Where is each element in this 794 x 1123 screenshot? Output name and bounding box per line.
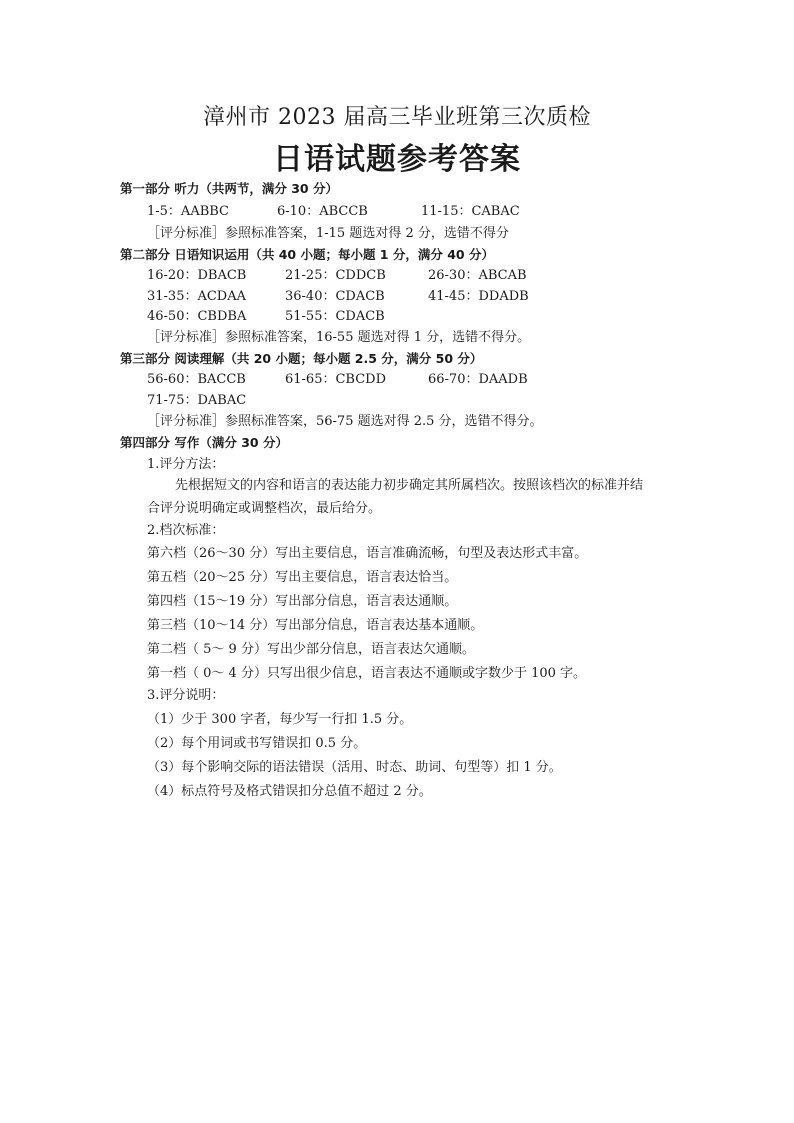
levels-title: 2.档次标准：	[147, 523, 225, 538]
part4-heading: 第四部分 写作（满分 30 分）	[120, 435, 288, 450]
notes-title: 3.评分说明：	[147, 688, 225, 703]
level-item: 第三档（10～14 分）写出部分信息，语言表达基本通顺。	[147, 618, 484, 633]
note-item: （4）标点符号及格式错误扣分总值不超过 2 分。	[147, 784, 432, 799]
part3-heading: 第三部分 阅读理解（共 20 小题；每小题 2.5 分，满分 50 分）	[120, 351, 483, 366]
level-item: 第六档（26～30 分）写出主要信息，语言准确流畅，句型及表达形式丰富。	[147, 546, 588, 561]
answer-group: 51-55：CDACB	[285, 309, 385, 324]
answer-group: 31-35：ACDAA	[147, 289, 247, 304]
level-item: 第二档（ 5～ 9 分）写出少部分信息，语言表达欠通顺。	[147, 642, 475, 657]
answer-group: 1-5：AABBC	[147, 204, 230, 219]
answer-group: 56-60：BACCB	[147, 372, 246, 387]
answer-group: 71-75：DABAC	[147, 393, 247, 408]
answer-group: 26-30：ABCAB	[428, 268, 527, 283]
part1-criteria: ［评分标准］参照标准答案，1-15 题选对得 2 分，选错不得分	[147, 226, 509, 241]
scoring-method-title: 1.评分方法：	[147, 457, 225, 472]
part2-heading: 第二部分 日语知识运用（共 40 小题；每小题 1 分，满分 40 分）	[120, 247, 494, 262]
document-title: 漳州市 2023 届高三毕业班第三次质检	[203, 105, 591, 130]
note-item: （1）少于 300 字者，每少写一行扣 1.5 分。	[147, 712, 413, 727]
note-item: （3）每个影响交际的语法错误（活用、时态、助词、句型等）扣 1 分。	[147, 760, 562, 775]
part2-criteria: ［评分标准］参照标准答案，16-55 题选对得 1 分，选错不得分。	[147, 330, 531, 345]
answer-group: 6-10：ABCCB	[277, 204, 368, 219]
level-item: 第一档（ 0～ 4 分）只写出很少信息，语言表达不通顺或字数少于 100 字。	[147, 666, 587, 681]
note-item: （2）每个用词或书写错误扣 0.5 分。	[147, 736, 367, 751]
answer-group: 36-40：CDACB	[285, 289, 385, 304]
answer-group: 46-50：CBDBA	[147, 309, 247, 324]
scoring-method-text: 合评分说明确定或调整档次，最后给分。	[147, 501, 382, 516]
scoring-method-text: 先根据短文的内容和语言的表达能力初步确定其所属档次。按照该档次的标准并结	[175, 478, 644, 493]
answer-group: 11-15：CABAC	[421, 204, 520, 219]
part1-heading: 第一部分 听力（共两节，满分 30 分）	[120, 181, 338, 196]
level-item: 第四档（15～19 分）写出部分信息，语言表达通顺。	[147, 594, 458, 609]
answer-group: 41-45：DDADB	[428, 289, 529, 304]
answer-group: 66-70：DAADB	[428, 372, 528, 387]
document-subtitle: 日语试题参考答案	[273, 142, 521, 177]
part3-criteria: ［评分标准］参照标准答案，56-75 题选对得 2.5 分，选错不得分。	[147, 414, 543, 429]
level-item: 第五档（20～25 分）写出主要信息，语言表达恰当。	[147, 570, 458, 585]
answer-group: 16-20：DBACB	[147, 268, 247, 283]
answer-group: 21-25：CDDCB	[285, 268, 386, 283]
answer-group: 61-65：CBCDD	[285, 372, 387, 387]
